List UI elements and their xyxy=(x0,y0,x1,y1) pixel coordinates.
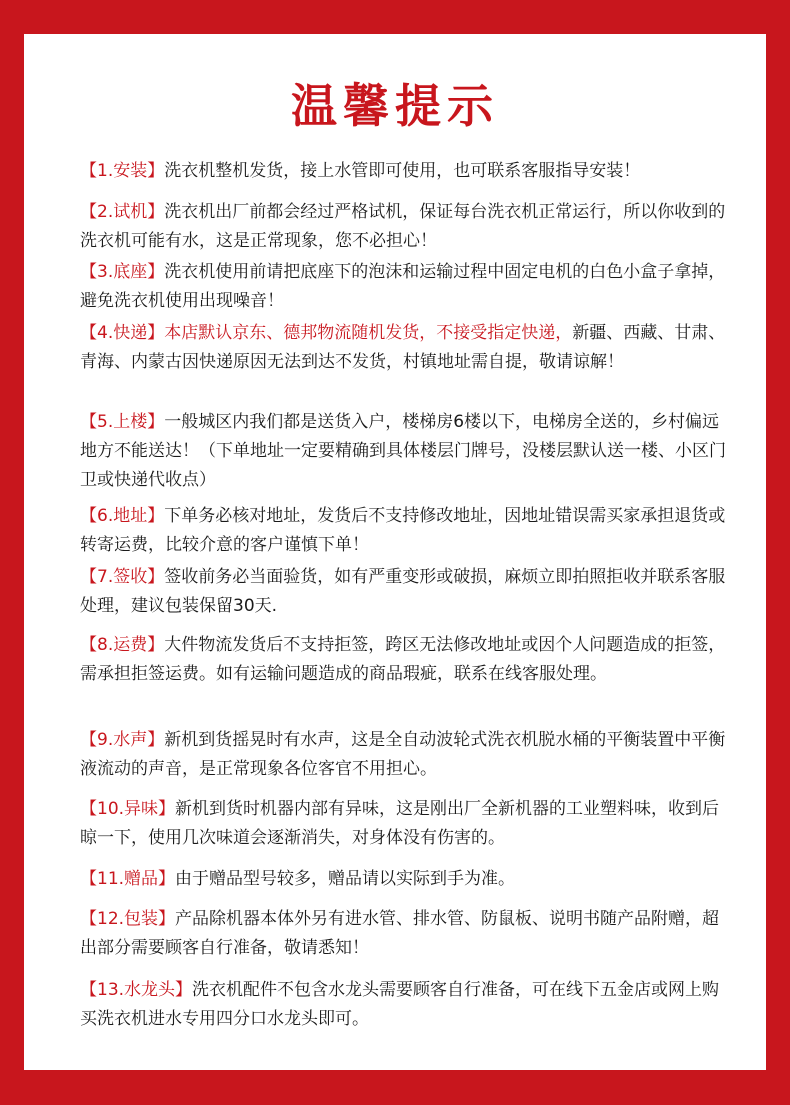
notice-item-gifts xyxy=(80,865,728,894)
notice-text: 洗衣机出厂前都会经过严格试机，保证每台洗衣机正常运行，所以你收到的洗衣机可能有水，这是正常现象，您不必担心！ xyxy=(80,202,726,251)
notice-item-test xyxy=(80,198,728,256)
notice-tag: 【12.包装】 xyxy=(80,909,176,929)
notice-item-base xyxy=(80,258,728,316)
notice-tag: 【13.水龙头】 xyxy=(80,980,193,1000)
notice-text: 新机到货摇晃时有水声，这是全自动波轮式洗衣机脱水桶的平衡装置中平衡液流动的声音，是正常现象各位客官不用担心。 xyxy=(80,730,726,779)
notice-item-freight xyxy=(80,631,728,689)
notice-item-delivery xyxy=(80,319,728,377)
notice-text: 大件物流发货后不支持拒签，跨区无法修改地址或因个人问题造成的拒签，需承担拒签运费。如有运输问题造成的商品瑕疵，联系在线客服处理。 xyxy=(80,635,726,684)
notice-item-odor xyxy=(80,795,728,853)
notice-highlight-text: 本店默认京东、德邦物流随机发货，不接受指定快递， xyxy=(164,323,573,343)
page-title: 温馨提示 xyxy=(291,79,499,133)
notice-text: 签收前务必当面验货，如有严重变形或破损，麻烦立即拍照拒收并联系客服处理，建议包装保留30天. xyxy=(80,567,726,616)
notice-text: 新机到货时机器内部有异味，这是刚出厂全新机器的工业塑料味，收到后晾一下，使用几次味道会逐渐消失，对身体没有伤害的。 xyxy=(80,799,720,848)
notice-tag: 【6.地址】 xyxy=(80,506,165,526)
notice-tag: 【5.上楼】 xyxy=(80,412,165,432)
notice-text: 洗衣机使用前请把底座下的泡沫和运输过程中固定电机的白色小盒子拿掉，避免洗衣机使用出现噪音！ xyxy=(80,262,726,311)
notice-item-faucet xyxy=(80,976,728,1034)
notice-item-water-sound xyxy=(80,726,728,784)
notice-tag: 【4.快递】 xyxy=(80,323,165,343)
notice-tag: 【10.异味】 xyxy=(80,799,176,819)
notice-item-address xyxy=(80,502,728,560)
notice-text: 洗衣机配件不包含水龙头需要顾客自行准备，可在线下五金店或网上购买洗衣机进水专用四分口水龙头即可。 xyxy=(80,980,720,1029)
notice-text: 产品除机器本体外另有进水管、排水管、防鼠板、说明书随产品附赠，超出部分需要顾客自行准备，敬请悉知！ xyxy=(80,909,720,958)
notice-tag: 【8.运费】 xyxy=(80,635,165,655)
notice-item-packaging xyxy=(80,905,728,963)
notice-item-upstairs xyxy=(80,408,728,495)
notice-text: 由于赠品型号较多，赠品请以实际到手为准。 xyxy=(175,869,516,889)
notice-text: 一般城区内我们都是送货入户，楼梯房6楼以下，电梯房全送的，乡村偏远地方不能送达！（下单地址一定要精确到具体楼层门牌号，没楼层默认送一楼、小区门卫或快递代收点） xyxy=(80,412,726,490)
notice-tag: 【2.试机】 xyxy=(80,202,165,222)
notice-tag: 【7.签收】 xyxy=(80,567,165,587)
notice-tag: 【11.赠品】 xyxy=(80,869,176,889)
notice-tag: 【3.底座】 xyxy=(80,262,165,282)
notice-text: 洗衣机整机发货，接上水管即可使用，也可联系客服指导安装！ xyxy=(164,161,641,181)
notice-text: 下单务必核对地址，发货后不支持修改地址，因地址错误需买家承担退货或转寄运费，比较介意的客户谨慎下单！ xyxy=(80,506,726,555)
notice-item-signing xyxy=(80,563,728,621)
notice-tag: 【9.水声】 xyxy=(80,730,165,750)
notice-item-install xyxy=(80,157,728,186)
notice-card xyxy=(24,34,766,1070)
notice-text: 新疆、西藏、甘肃、青海、内蒙古因快递原因无法到达不发货，村镇地址需自提，敬请谅解！ xyxy=(80,323,726,372)
notice-tag: 【1.安装】 xyxy=(80,161,165,181)
